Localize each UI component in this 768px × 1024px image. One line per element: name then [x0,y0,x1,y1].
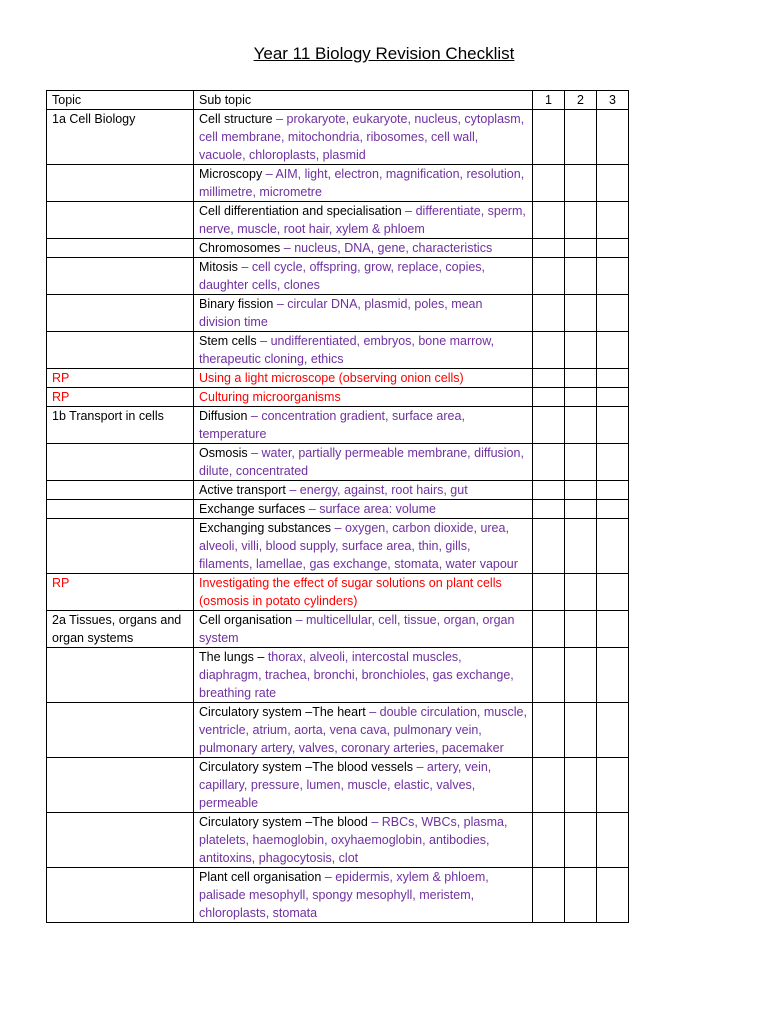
subtopic-cell [194,388,533,407]
subtopic-cell [194,258,533,295]
confidence-checkbox-3[interactable] [597,239,629,258]
confidence-checkbox-3[interactable] [597,500,629,519]
subtopic-name: Circulatory system –The blood vessels [199,760,413,774]
page-title: Year 11 Biology Revision Checklist [253,44,515,63]
subtopic-cell [194,574,533,611]
confidence-checkbox-1[interactable] [533,165,565,202]
subtopic-cell [194,703,533,758]
header-confidence-2: 2 [565,91,597,110]
subtopic-name: Active transport [199,483,286,497]
confidence-checkbox-2[interactable] [565,202,597,239]
table-row [47,258,629,295]
subtopic-name: The lungs – [199,650,265,664]
required-practical-row [47,388,629,407]
revision-checklist-table [46,90,629,923]
confidence-checkbox-3[interactable] [597,165,629,202]
subtopic-cell [194,519,533,574]
header-confidence-1: 1 [533,91,565,110]
topic-cell [47,444,194,481]
subtopic-cell [194,332,533,369]
table-row [47,758,629,813]
subtopic-name: Exchange surfaces [199,502,306,516]
topic-cell [47,703,194,758]
topic-cell [47,202,194,239]
subtopic-name: Stem cells [199,334,257,348]
confidence-checkbox-2[interactable] [565,481,597,500]
confidence-checkbox-3[interactable] [597,648,629,703]
confidence-checkbox-2[interactable] [565,519,597,574]
subtopic-cell [194,500,533,519]
subtopic-cell [194,369,533,388]
topic-cell: RP [47,369,194,388]
subtopic-name: Osmosis [199,446,248,460]
subtopic-keywords: – AIM, light, electron, magnification, resolution, millimetre, micrometre [199,167,525,199]
topic-cell [47,295,194,332]
topic-cell [47,519,194,574]
confidence-checkbox-2[interactable] [565,258,597,295]
topic-cell [47,758,194,813]
confidence-checkbox-2[interactable] [565,703,597,758]
confidence-checkbox-3[interactable] [597,258,629,295]
confidence-checkbox-2[interactable] [565,332,597,369]
confidence-checkbox-1[interactable] [533,444,565,481]
confidence-checkbox-1[interactable] [533,258,565,295]
confidence-checkbox-1[interactable] [533,388,565,407]
header-confidence-3: 3 [597,91,629,110]
table-row [47,295,629,332]
subtopic-cell [194,407,533,444]
subtopic-cell [194,444,533,481]
topic-cell [47,813,194,868]
confidence-checkbox-3[interactable] [597,519,629,574]
subtopic-name: Microscopy [199,167,263,181]
subtopic-name: Culturing microorganisms [199,390,341,404]
subtopic-keywords: thorax, alveoli, intercostal muscles, diaphragm, trachea, bronchi, bronchioles, gas exchange, breathing rate [199,650,514,700]
table-row [47,332,629,369]
subtopic-name: Using a light microscope (observing onion cells) [199,371,464,385]
confidence-checkbox-3[interactable] [597,332,629,369]
confidence-checkbox-3[interactable] [597,481,629,500]
confidence-checkbox-3[interactable] [597,813,629,868]
topic-cell [47,332,194,369]
confidence-checkbox-2[interactable] [565,813,597,868]
subtopic-cell [194,239,533,258]
subtopic-keywords: – prokaryote, eukaryote, nucleus, cytoplasm, cell membrane, mitochondria, ribosomes, cell wall, vacuole, chloroplasts, plasmid [199,112,525,162]
subtopic-cell [194,611,533,648]
topic-cell: 1a Cell Biology [47,110,194,165]
subtopic-keywords: – RBCs, WBCs, plasma, platelets, haemoglobin, oxyhaemoglobin, antibodies, antitoxins, phagocytosis, clot [199,815,508,865]
confidence-checkbox-3[interactable] [597,407,629,444]
confidence-checkbox-1[interactable] [533,110,565,165]
confidence-checkbox-1[interactable] [533,295,565,332]
subtopic-keywords: – circular DNA, plasmid, poles, mean division time [199,297,483,329]
required-practical-row [47,574,629,611]
confidence-checkbox-2[interactable] [565,369,597,388]
table-row [47,611,629,648]
confidence-checkbox-3[interactable] [597,868,629,923]
subtopic-keywords: – differentiate, sperm, nerve, muscle, root hair, xylem & phloem [199,204,526,236]
confidence-checkbox-3[interactable] [597,295,629,332]
confidence-checkbox-2[interactable] [565,574,597,611]
table-row [47,519,629,574]
table-row [47,648,629,703]
confidence-checkbox-3[interactable] [597,703,629,758]
confidence-checkbox-2[interactable] [565,295,597,332]
confidence-checkbox-3[interactable] [597,574,629,611]
confidence-checkbox-2[interactable] [565,444,597,481]
header-subtopic: Sub topic [194,91,533,110]
confidence-checkbox-2[interactable] [565,165,597,202]
subtopic-keywords: – epidermis, xylem & phloem, palisade mesophyll, spongy mesophyll, meristem, chloroplasts, stomata [199,870,489,920]
subtopic-keywords: – artery, vein, capillary, pressure, lumen, muscle, elastic, valves, permeable [199,760,492,810]
subtopic-name: Plant cell organisation [199,870,322,884]
table-row [47,110,629,165]
confidence-checkbox-1[interactable] [533,202,565,239]
confidence-checkbox-1[interactable] [533,758,565,813]
table-row [47,239,629,258]
subtopic-cell [194,868,533,923]
confidence-checkbox-2[interactable] [565,407,597,444]
subtopic-keywords: – concentration gradient, surface area, temperature [199,409,465,441]
confidence-checkbox-1[interactable] [533,813,565,868]
subtopic-keywords: – energy, against, root hairs, gut [289,483,468,497]
subtopic-name: Circulatory system –The blood [199,815,368,829]
topic-cell [47,165,194,202]
topic-cell: RP [47,574,194,611]
subtopic-keywords: – multicellular, cell, tissue, organ, organ system [199,613,515,645]
table-row [47,202,629,239]
confidence-checkbox-1[interactable] [533,648,565,703]
subtopic-name: Chromosomes [199,241,281,255]
subtopic-cell [194,481,533,500]
subtopic-name: Cell differentiation and specialisation [199,204,402,218]
confidence-checkbox-3[interactable] [597,369,629,388]
confidence-checkbox-2[interactable] [565,239,597,258]
confidence-checkbox-1[interactable] [533,481,565,500]
subtopic-keywords: – surface area: volume [308,502,436,516]
required-practical-row [47,369,629,388]
subtopic-cell [194,165,533,202]
confidence-checkbox-1[interactable] [533,407,565,444]
confidence-checkbox-2[interactable] [565,388,597,407]
subtopic-keywords: – double circulation, muscle, ventricle, atrium, aorta, vena cava, pulmonary vein, pulmonary artery, valves, coronary arteries, pacemaker [199,705,527,755]
topic-cell [47,258,194,295]
topic-cell: 1b Transport in cells [47,407,194,444]
confidence-checkbox-1[interactable] [533,500,565,519]
confidence-checkbox-2[interactable] [565,500,597,519]
table-row [47,813,629,868]
confidence-checkbox-2[interactable] [565,611,597,648]
subtopic-name: Circulatory system –The heart [199,705,366,719]
topic-cell [47,500,194,519]
topic-cell [47,648,194,703]
subtopic-cell [194,202,533,239]
table-row [47,481,629,500]
subtopic-cell [194,110,533,165]
confidence-checkbox-1[interactable] [533,519,565,574]
confidence-checkbox-1[interactable] [533,369,565,388]
table-row [47,868,629,923]
confidence-checkbox-2[interactable] [565,110,597,165]
subtopic-name: Cell structure [199,112,273,126]
subtopic-cell [194,813,533,868]
subtopic-keywords: – nucleus, DNA, gene, characteristics [283,241,493,255]
subtopic-name: Mitosis [199,260,238,274]
subtopic-cell [194,648,533,703]
subtopic-name: Investigating the effect of sugar solutions on plant cells (osmosis in potato cylinders) [199,576,502,608]
header-row [47,91,629,110]
topic-cell [47,868,194,923]
topic-cell: 2a Tissues, organs and organ systems [47,611,194,648]
confidence-checkbox-3[interactable] [597,444,629,481]
confidence-checkbox-3[interactable] [597,758,629,813]
confidence-checkbox-3[interactable] [597,611,629,648]
confidence-checkbox-1[interactable] [533,332,565,369]
subtopic-keywords: – undifferentiated, embryos, bone marrow, therapeutic cloning, ethics [199,334,495,366]
subtopic-keywords: – oxygen, carbon dioxide, urea, alveoli, villi, blood supply, surface area, thin, gills, filaments, lamellae, gas exchange, stomata, water vapour [199,521,518,571]
subtopic-cell [194,295,533,332]
confidence-checkbox-1[interactable] [533,703,565,758]
topic-cell [47,239,194,258]
subtopic-keywords: – water, partially permeable membrane, diffusion, dilute, concentrated [199,446,524,478]
confidence-checkbox-3[interactable] [597,388,629,407]
confidence-checkbox-1[interactable] [533,611,565,648]
subtopic-keywords: – cell cycle, offspring, grow, replace, copies, daughter cells, clones [199,260,486,292]
header-topic: Topic [47,91,194,110]
topic-cell [47,481,194,500]
confidence-checkbox-2[interactable] [565,758,597,813]
table-row [47,165,629,202]
table-row [47,703,629,758]
topic-cell: RP [47,388,194,407]
confidence-checkbox-3[interactable] [597,202,629,239]
subtopic-name: Exchanging substances [199,521,332,535]
table-row [47,407,629,444]
subtopic-name: Diffusion [199,409,248,423]
subtopic-name: Binary fission [199,297,274,311]
confidence-checkbox-1[interactable] [533,868,565,923]
confidence-checkbox-3[interactable] [597,110,629,165]
confidence-checkbox-1[interactable] [533,239,565,258]
subtopic-name: Cell organisation [199,613,293,627]
subtopic-cell [194,758,533,813]
confidence-checkbox-2[interactable] [565,648,597,703]
confidence-checkbox-2[interactable] [565,868,597,923]
table-row [47,500,629,519]
confidence-checkbox-1[interactable] [533,574,565,611]
table-row [47,444,629,481]
